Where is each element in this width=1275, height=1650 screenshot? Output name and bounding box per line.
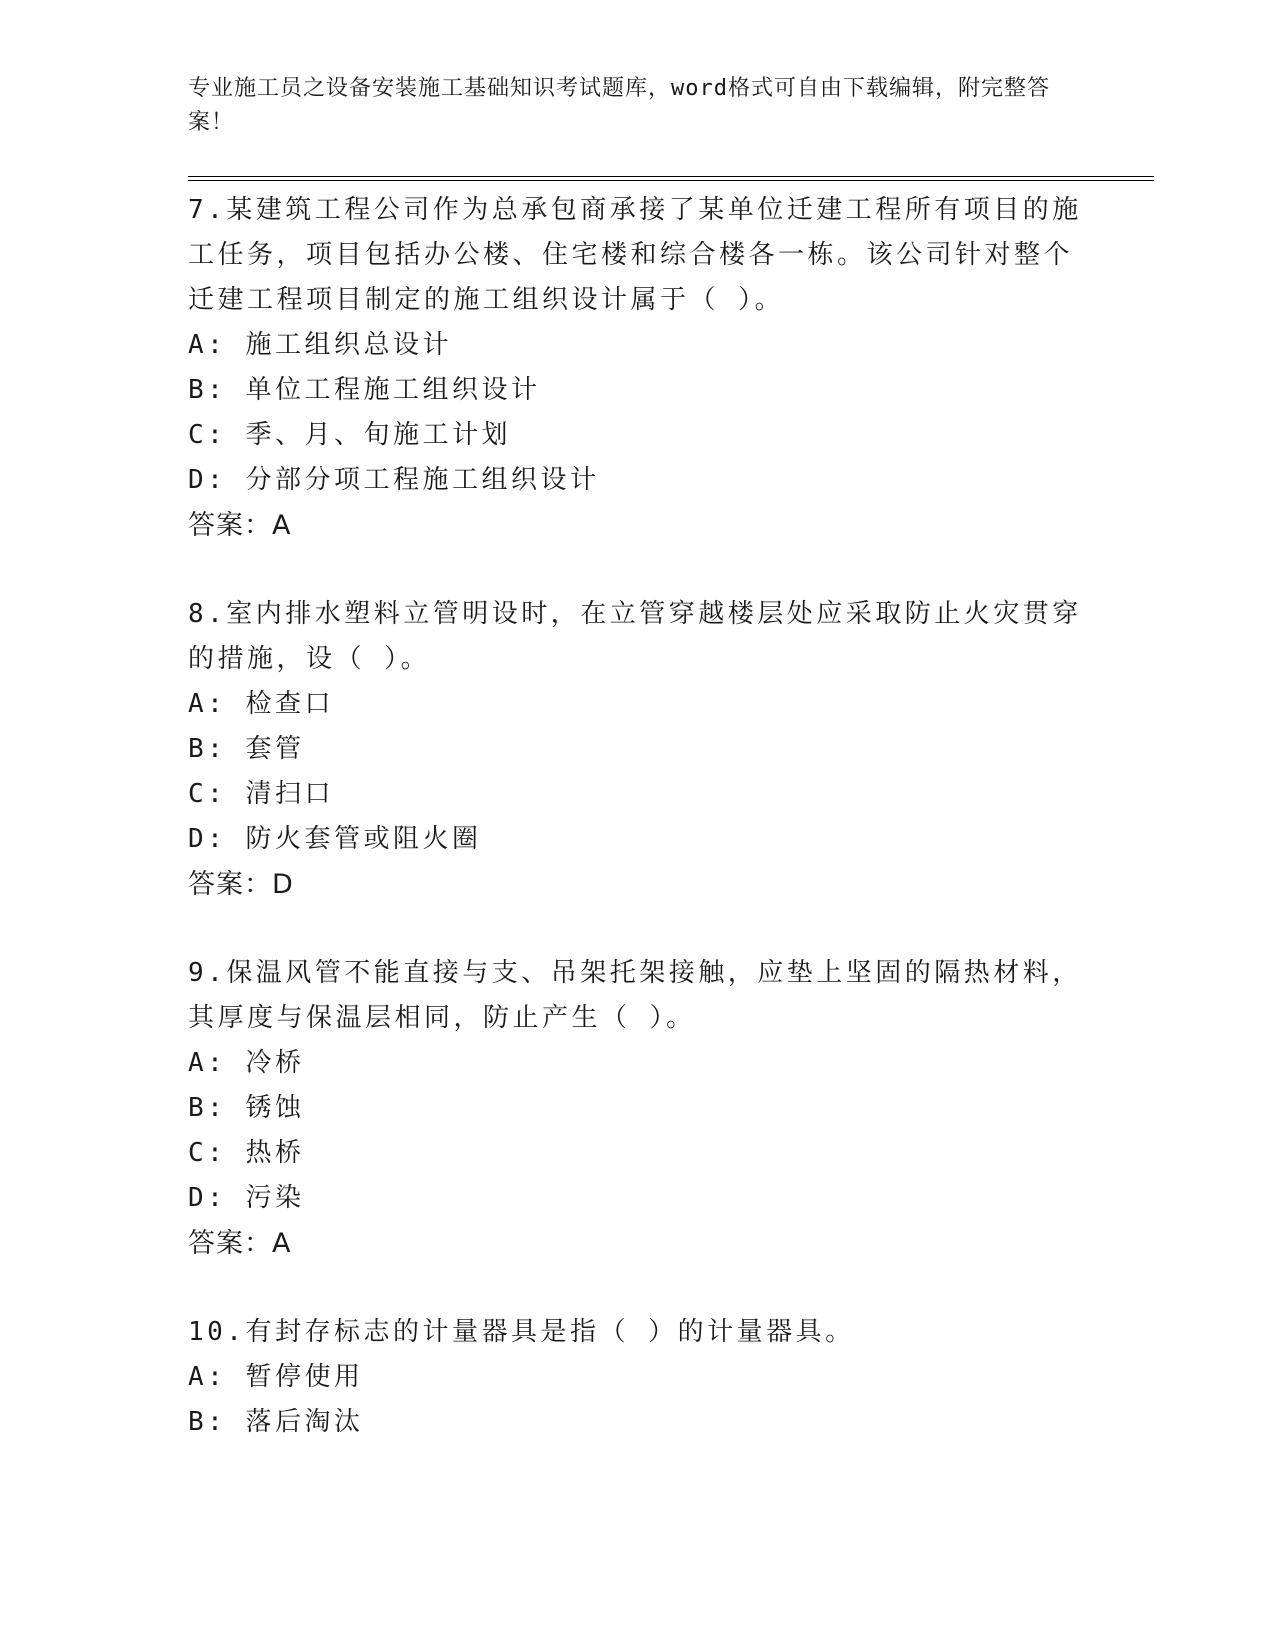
option-c: C: 热桥 [188,1138,305,1168]
document-header: 专业施工员之设备安装施工基础知识考试题库，word格式可自由下载编辑，附完整答案！ [188,76,1050,135]
answer-label: 答案：A [188,1228,292,1259]
question-7 [188,188,1088,548]
option-a: A: 施工组织总设计 [188,330,452,360]
question-9 [188,951,1088,1266]
option-b: B: 落后淘汰 [188,1407,364,1437]
option-b: B: 套管 [188,734,305,764]
question-8 [188,592,1088,907]
option-d: D: 污染 [188,1183,305,1213]
option-c: C: 清扫口 [188,779,334,809]
header-divider-top [188,176,1154,177]
question-stem: 7.某建筑工程公司作为总承包商承接了某单位迁建工程所有项目的施工任务，项目包括办公楼、住宅楼和综合楼各一栋。该公司针对整个迁建工程项目制定的施工组织设计属于（ ）。 [188,195,1082,315]
answer-label: 答案：D [188,869,294,900]
question-stem: 8.室内排水塑料立管明设时，在立管穿越楼层处应采取防止火灾贯穿的措施，设（ ）。 [188,599,1082,674]
option-a: A: 冷桥 [188,1048,305,1078]
option-d: D: 防火套管或阻火圈 [188,824,482,854]
option-a: A: 暂停使用 [188,1362,364,1392]
option-c: C: 季、月、旬施工计划 [188,420,511,450]
option-b: B: 单位工程施工组织设计 [188,375,541,405]
option-a: A: 检查口 [188,689,334,719]
question-stem: 10.有封存标志的计量器具是指（ ）的计量器具。 [188,1317,855,1347]
header-divider-bottom [188,180,1154,181]
question-10 [188,1310,1088,1445]
question-stem: 9.保温风管不能直接与支、吊架托架接触，应垫上坚固的隔热材料，其厚度与保温层相同，防止产生（ ）。 [188,958,1082,1033]
question-list [188,188,1088,1489]
option-d: D: 分部分项工程施工组织设计 [188,465,600,495]
option-b: B: 锈蚀 [188,1093,305,1123]
answer-label: 答案：A [188,510,292,541]
